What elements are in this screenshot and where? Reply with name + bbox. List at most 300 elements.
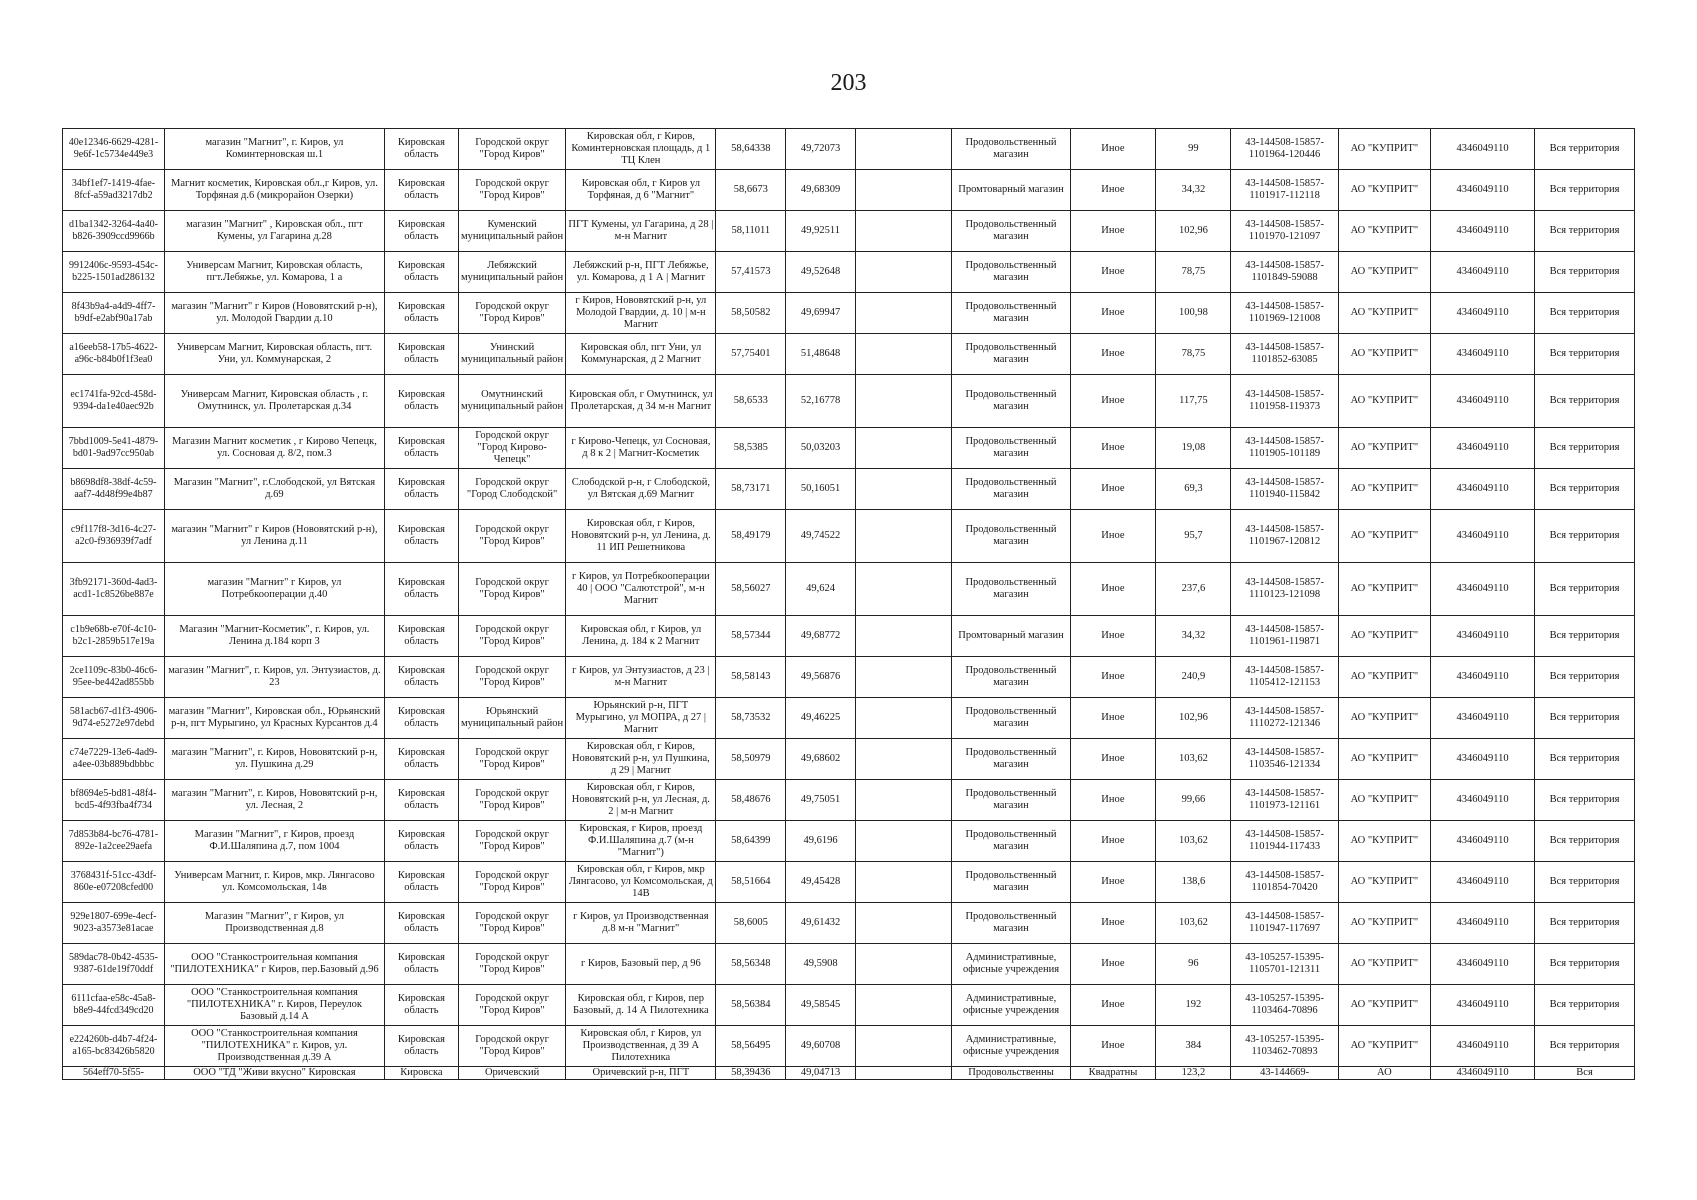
longitude-cell: 49,92511 (786, 211, 856, 252)
unit-cell: Иное (1070, 821, 1156, 862)
longitude-cell: 49,69947 (786, 293, 856, 334)
empty-cell (855, 334, 952, 375)
inn-cell: 4346049110 (1431, 334, 1535, 375)
object-name-cell: Магазин "Магнит", г Киров, проезд Ф.И.Шаляпина д.7, пом 1004 (164, 821, 384, 862)
object-id-cell: 2ce1109c-83b0-46c6-95ee-be442ad855bb (63, 657, 165, 698)
organization-cell: АО "КУПРИТ" (1338, 375, 1430, 428)
empty-cell (855, 616, 952, 657)
object-id-cell: 929e1807-699e-4ecf-9023-a3573e81acae (63, 903, 165, 944)
organization-cell: АО "КУПРИТ" (1338, 563, 1430, 616)
latitude-cell: 58,64399 (716, 821, 786, 862)
object-type-cell: Продовольственный магазин (952, 252, 1070, 293)
unit-cell: Иное (1070, 293, 1156, 334)
registry-code-cell: 43-144508-15857-1101969-121008 (1231, 293, 1338, 334)
district-cell: Городской округ "Город Киров" (458, 862, 565, 903)
inn-cell: 4346049110 (1431, 903, 1535, 944)
object-type-cell: Продовольственный магазин (952, 211, 1070, 252)
organization-cell: АО "КУПРИТ" (1338, 510, 1430, 563)
address-cell: г Киров, Нововятский р-н, ул Молодой Гвардии, д. 10 | м-н Магнит (566, 293, 716, 334)
table-row (63, 211, 1635, 252)
object-name-cell: магазин "Магнит" , Кировская обл., пгт Кумены, ул Гагарина д.28 (164, 211, 384, 252)
object-type-cell: Продовольственны (952, 1067, 1070, 1080)
registry-code-cell: 43-144508-15857-1101905-101189 (1231, 428, 1338, 469)
region-cell: Кировская область (384, 428, 458, 469)
latitude-cell: 58,6005 (716, 903, 786, 944)
object-type-cell: Продовольственный магазин (952, 469, 1070, 510)
registry-code-cell: 43-144669- (1231, 1067, 1338, 1080)
object-id-cell: 7bbd1009-5e41-4879-bd01-9ad97cc950ab (63, 428, 165, 469)
object-type-cell: Продовольственный магазин (952, 657, 1070, 698)
inn-cell: 4346049110 (1431, 252, 1535, 293)
latitude-cell: 58,56495 (716, 1026, 786, 1067)
latitude-cell: 58,39436 (716, 1067, 786, 1080)
address-cell: Кировская обл, г Киров, ул Производственная, д 39 А Пилотехника (566, 1026, 716, 1067)
area-cell: 99 (1156, 129, 1231, 170)
organization-cell: АО "КУПРИТ" (1338, 129, 1430, 170)
empty-cell (855, 170, 952, 211)
longitude-cell: 49,45428 (786, 862, 856, 903)
latitude-cell: 58,51664 (716, 862, 786, 903)
empty-cell (855, 428, 952, 469)
area-cell: 100,98 (1156, 293, 1231, 334)
region-cell: Кировская область (384, 903, 458, 944)
territory-cell: Вся территория (1535, 780, 1635, 821)
organization-cell: АО "КУПРИТ" (1338, 293, 1430, 334)
longitude-cell: 49,75051 (786, 780, 856, 821)
object-id-cell: 3fb92171-360d-4ad3-acd1-1c8526be887e (63, 563, 165, 616)
address-cell: ПГТ Кумены, ул Гагарина, д 28 | м-н Магнит (566, 211, 716, 252)
region-cell: Кировская область (384, 170, 458, 211)
organization-cell: АО "КУПРИТ" (1338, 334, 1430, 375)
area-cell: 99,66 (1156, 780, 1231, 821)
object-type-cell: Продовольственный магазин (952, 375, 1070, 428)
organization-cell: АО "КУПРИТ" (1338, 469, 1430, 510)
unit-cell: Иное (1070, 985, 1156, 1026)
longitude-cell: 49,60708 (786, 1026, 856, 1067)
latitude-cell: 58,50979 (716, 739, 786, 780)
latitude-cell: 58,56384 (716, 985, 786, 1026)
table-row (63, 510, 1635, 563)
latitude-cell: 58,58143 (716, 657, 786, 698)
empty-cell (855, 698, 952, 739)
district-cell: Омутнинский муниципальный район (458, 375, 565, 428)
object-type-cell: Продовольственный магазин (952, 563, 1070, 616)
registry-code-cell: 43-144508-15857-1101967-120812 (1231, 510, 1338, 563)
object-id-cell: 581acb67-d1f3-4906-9d74-e5272e97debd (63, 698, 165, 739)
object-type-cell: Административные, офисные учреждения (952, 1026, 1070, 1067)
empty-cell (855, 469, 952, 510)
longitude-cell: 49,5908 (786, 944, 856, 985)
registry-code-cell: 43-144508-15857-1101970-121097 (1231, 211, 1338, 252)
address-cell: Кировская обл, г Киров, Нововятский р-н, ул Ленина, д. 11 ИП Решетникова (566, 510, 716, 563)
unit-cell: Иное (1070, 698, 1156, 739)
region-cell: Кировская область (384, 657, 458, 698)
table-row (63, 469, 1635, 510)
region-cell: Кировская область (384, 375, 458, 428)
object-id-cell: 589dac78-0b42-4535-9387-61de19f70ddf (63, 944, 165, 985)
latitude-cell: 58,48676 (716, 780, 786, 821)
table-row (63, 903, 1635, 944)
latitude-cell: 57,41573 (716, 252, 786, 293)
object-id-cell: 3768431f-51cc-43df-860e-e07208cfed00 (63, 862, 165, 903)
organization-cell: АО "КУПРИТ" (1338, 1026, 1430, 1067)
object-id-cell: 40e12346-6629-4281-9e6f-1c5734e449e3 (63, 129, 165, 170)
object-id-cell: 564eff70-5f55- (63, 1067, 165, 1080)
area-cell: 34,32 (1156, 170, 1231, 211)
unit-cell: Иное (1070, 129, 1156, 170)
object-type-cell: Промтоварный магазин (952, 616, 1070, 657)
inn-cell: 4346049110 (1431, 616, 1535, 657)
object-name-cell: магазин "Магнит", г. Киров, ул Коминтерновская ш.1 (164, 129, 384, 170)
inn-cell: 4346049110 (1431, 375, 1535, 428)
empty-cell (855, 1026, 952, 1067)
territory-cell: Вся территория (1535, 293, 1635, 334)
district-cell: Городской округ "Город Киров" (458, 657, 565, 698)
table-row (63, 563, 1635, 616)
unit-cell: Иное (1070, 657, 1156, 698)
district-cell: Городской округ "Город Киров" (458, 780, 565, 821)
area-cell: 102,96 (1156, 698, 1231, 739)
object-type-cell: Промтоварный магазин (952, 170, 1070, 211)
object-type-cell: Продовольственный магазин (952, 903, 1070, 944)
region-cell: Кировская область (384, 944, 458, 985)
registry-body (63, 129, 1635, 1080)
table-row (63, 862, 1635, 903)
longitude-cell: 49,68772 (786, 616, 856, 657)
territory-cell: Вся территория (1535, 170, 1635, 211)
organization-cell: АО "КУПРИТ" (1338, 616, 1430, 657)
region-cell: Кировская область (384, 698, 458, 739)
territory-cell: Вся территория (1535, 428, 1635, 469)
longitude-cell: 51,48648 (786, 334, 856, 375)
object-type-cell: Продовольственный магазин (952, 510, 1070, 563)
inn-cell: 4346049110 (1431, 129, 1535, 170)
table-row (63, 428, 1635, 469)
empty-cell (855, 821, 952, 862)
territory-cell: Вся территория (1535, 563, 1635, 616)
registry-code-cell: 43-144508-15857-1103546-121334 (1231, 739, 1338, 780)
empty-cell (855, 563, 952, 616)
table-row (63, 698, 1635, 739)
registry-code-cell: 43-144508-15857-1101964-120446 (1231, 129, 1338, 170)
organization-cell: АО "КУПРИТ" (1338, 985, 1430, 1026)
region-cell: Кировская область (384, 563, 458, 616)
table-row (63, 657, 1635, 698)
table-row (63, 129, 1635, 170)
region-cell: Кировская область (384, 821, 458, 862)
latitude-cell: 58,56348 (716, 944, 786, 985)
inn-cell: 4346049110 (1431, 469, 1535, 510)
region-cell: Кировская область (384, 510, 458, 563)
registry-code-cell: 43-144508-15857-1101917-112118 (1231, 170, 1338, 211)
empty-cell (855, 985, 952, 1026)
object-name-cell: магазин "Магнит" г Киров, ул Потребкооперации д.40 (164, 563, 384, 616)
organization-cell: АО "КУПРИТ" (1338, 862, 1430, 903)
territory-cell: Вся территория (1535, 739, 1635, 780)
object-type-cell: Продовольственный магазин (952, 129, 1070, 170)
object-type-cell: Продовольственный магазин (952, 293, 1070, 334)
district-cell: Городской округ "Город Кирово-Чепецк" (458, 428, 565, 469)
area-cell: 384 (1156, 1026, 1231, 1067)
unit-cell: Иное (1070, 469, 1156, 510)
object-type-cell: Продовольственный магазин (952, 428, 1070, 469)
registry-code-cell: 43-144508-15857-1101849-59088 (1231, 252, 1338, 293)
unit-cell: Квадратны (1070, 1067, 1156, 1080)
territory-cell: Вся территория (1535, 944, 1635, 985)
latitude-cell: 58,50582 (716, 293, 786, 334)
longitude-cell: 50,16051 (786, 469, 856, 510)
object-type-cell: Продовольственный магазин (952, 334, 1070, 375)
area-cell: 34,32 (1156, 616, 1231, 657)
longitude-cell: 49,624 (786, 563, 856, 616)
latitude-cell: 58,57344 (716, 616, 786, 657)
object-name-cell: Магазин "Магнит", г Киров, ул Производственная д.8 (164, 903, 384, 944)
longitude-cell: 49,04713 (786, 1067, 856, 1080)
inn-cell: 4346049110 (1431, 293, 1535, 334)
area-cell: 19,08 (1156, 428, 1231, 469)
organization-cell: АО "КУПРИТ" (1338, 657, 1430, 698)
object-id-cell: b8698df8-38df-4c59-aaf7-4d48f99e4b87 (63, 469, 165, 510)
object-id-cell: 8f43b9a4-a4d9-4ff7-b9df-e2abf90a17ab (63, 293, 165, 334)
area-cell: 69,3 (1156, 469, 1231, 510)
region-cell: Кировская область (384, 739, 458, 780)
longitude-cell: 49,68309 (786, 170, 856, 211)
object-name-cell: Магазин "Магнит", г.Слободской, ул Вятская д.69 (164, 469, 384, 510)
page-number: 203 (830, 70, 867, 96)
object-id-cell: e224260b-d4b7-4f24-a165-bc83426b5820 (63, 1026, 165, 1067)
region-cell: Кировская область (384, 293, 458, 334)
table-row (63, 1026, 1635, 1067)
object-name-cell: магазин "Магнит" г Киров (Нововятский р-н), ул Ленина д.11 (164, 510, 384, 563)
district-cell: Городской округ "Город Киров" (458, 170, 565, 211)
address-cell: Лебяжский р-н, ПГТ Лебяжье, ул. Комарова, д 1 А | Магнит (566, 252, 716, 293)
district-cell: Городской округ "Город Киров" (458, 944, 565, 985)
registry-code-cell: 43-105257-15395-1105701-121311 (1231, 944, 1338, 985)
district-cell: Городской округ "Город Киров" (458, 1026, 565, 1067)
area-cell: 103,62 (1156, 821, 1231, 862)
empty-cell (855, 293, 952, 334)
area-cell: 240,9 (1156, 657, 1231, 698)
organization-cell: АО "КУПРИТ" (1338, 903, 1430, 944)
organization-cell: АО "КУПРИТ" (1338, 821, 1430, 862)
territory-cell: Вся территория (1535, 510, 1635, 563)
registry-code-cell: 43-144508-15857-1101961-119871 (1231, 616, 1338, 657)
inn-cell: 4346049110 (1431, 739, 1535, 780)
latitude-cell: 58,73532 (716, 698, 786, 739)
object-type-cell: Продовольственный магазин (952, 698, 1070, 739)
empty-cell (855, 129, 952, 170)
registry-table (62, 128, 1635, 1080)
address-cell: Кировская, г Киров, проезд Ф.И.Шаляпина д.7 (м-н "Магнит") (566, 821, 716, 862)
inn-cell: 4346049110 (1431, 657, 1535, 698)
district-cell: Лебяжский муниципальный район (458, 252, 565, 293)
registry-code-cell: 43-105257-15395-1103464-70896 (1231, 985, 1338, 1026)
district-cell: Городской округ "Город Киров" (458, 129, 565, 170)
object-name-cell: Магазин "Магнит-Косметик", г. Киров, ул. Ленина д.184 корп 3 (164, 616, 384, 657)
empty-cell (855, 657, 952, 698)
object-name-cell: магазин "Магнит", г. Киров, ул. Энтузиастов, д. 23 (164, 657, 384, 698)
territory-cell: Вся территория (1535, 375, 1635, 428)
object-type-cell: Продовольственный магазин (952, 862, 1070, 903)
registry-code-cell: 43-144508-15857-1101854-70420 (1231, 862, 1338, 903)
area-cell: 117,75 (1156, 375, 1231, 428)
registry-code-cell: 43-144508-15857-1110123-121098 (1231, 563, 1338, 616)
object-id-cell: 9912406c-9593-454c-b225-1501ad286132 (63, 252, 165, 293)
address-cell: г Кирово-Чепецк, ул Сосновая, д 8 к 2 | Магнит-Косметик (566, 428, 716, 469)
unit-cell: Иное (1070, 510, 1156, 563)
object-name-cell: Универсам Магнит, Кировская область, пгт.Лебяжье, ул. Комарова, 1 а (164, 252, 384, 293)
region-cell: Кировская область (384, 985, 458, 1026)
object-name-cell: магазин "Магнит", г. Киров, Нововятский р-н, ул. Пушкина д.29 (164, 739, 384, 780)
territory-cell: Вся территория (1535, 211, 1635, 252)
table-row (63, 334, 1635, 375)
object-id-cell: 7d853b84-bc76-4781-892e-1a2cee29aefa (63, 821, 165, 862)
empty-cell (855, 780, 952, 821)
territory-cell: Вся территория (1535, 616, 1635, 657)
territory-cell: Вся территория (1535, 862, 1635, 903)
address-cell: г Киров, Базовый пер, д 96 (566, 944, 716, 985)
district-cell: Городской округ "Город Слободской" (458, 469, 565, 510)
unit-cell: Иное (1070, 903, 1156, 944)
table-row (63, 170, 1635, 211)
registry-code-cell: 43-144508-15857-1110272-121346 (1231, 698, 1338, 739)
latitude-cell: 58,6533 (716, 375, 786, 428)
organization-cell: АО "КУПРИТ" (1338, 170, 1430, 211)
address-cell: Кировская обл, г Киров, пер Базовый, д. 14 А Пилотехника (566, 985, 716, 1026)
longitude-cell: 49,6196 (786, 821, 856, 862)
region-cell: Кировская область (384, 616, 458, 657)
longitude-cell: 49,56876 (786, 657, 856, 698)
table-row (63, 944, 1635, 985)
region-cell: Кировская область (384, 129, 458, 170)
inn-cell: 4346049110 (1431, 428, 1535, 469)
table-row (63, 821, 1635, 862)
empty-cell (855, 252, 952, 293)
unit-cell: Иное (1070, 428, 1156, 469)
address-cell: Кировская обл, г Омутнинск, ул Пролетарская, д 34 м-н Магнит (566, 375, 716, 428)
area-cell: 78,75 (1156, 252, 1231, 293)
object-id-cell: bf8694e5-bd81-48f4-bcd5-4f93fba4f734 (63, 780, 165, 821)
inn-cell: 4346049110 (1431, 821, 1535, 862)
longitude-cell: 49,46225 (786, 698, 856, 739)
longitude-cell: 49,58545 (786, 985, 856, 1026)
object-type-cell: Продовольственный магазин (952, 821, 1070, 862)
table-row (63, 616, 1635, 657)
address-cell: Кировская обл, г Киров, Нововятский р-н, ул Пушкина, д 29 | Магнит (566, 739, 716, 780)
longitude-cell: 49,68602 (786, 739, 856, 780)
object-id-cell: d1ba1342-3264-4a40-b826-3909ccd9966b (63, 211, 165, 252)
address-cell: Кировская обл, г Киров, ул Ленина, д. 184 к 2 Магнит (566, 616, 716, 657)
registry-code-cell: 43-105257-15395-1103462-70893 (1231, 1026, 1338, 1067)
object-name-cell: Универсам Магнит, г. Киров, мкр. Лянгасово ул. Комсомольская, 14в (164, 862, 384, 903)
empty-cell (855, 1067, 952, 1080)
territory-cell: Вся территория (1535, 821, 1635, 862)
table-row-partial (63, 1067, 1635, 1080)
registry-code-cell: 43-144508-15857-1101958-119373 (1231, 375, 1338, 428)
empty-cell (855, 211, 952, 252)
latitude-cell: 58,64338 (716, 129, 786, 170)
object-id-cell: c74e7229-13e6-4ad9-a4ee-03b889bdbbbc (63, 739, 165, 780)
inn-cell: 4346049110 (1431, 563, 1535, 616)
table-row (63, 985, 1635, 1026)
latitude-cell: 58,11011 (716, 211, 786, 252)
organization-cell: АО "КУПРИТ" (1338, 698, 1430, 739)
registry-code-cell: 43-144508-15857-1101944-117433 (1231, 821, 1338, 862)
unit-cell: Иное (1070, 780, 1156, 821)
unit-cell: Иное (1070, 944, 1156, 985)
address-cell: г Киров, ул Производственная д.8 м-н "Магнит" (566, 903, 716, 944)
unit-cell: Иное (1070, 211, 1156, 252)
organization-cell: АО "КУПРИТ" (1338, 739, 1430, 780)
latitude-cell: 58,73171 (716, 469, 786, 510)
region-cell: Кировска (384, 1067, 458, 1080)
district-cell: Городской округ "Город Киров" (458, 739, 565, 780)
address-cell: Кировская обл, г Киров ул Торфяная, д 6 "Магнит" (566, 170, 716, 211)
inn-cell: 4346049110 (1431, 211, 1535, 252)
area-cell: 78,75 (1156, 334, 1231, 375)
address-cell: Кировская обл, г Киров, Нововятский р-н, ул Лесная, д. 2 | м-н Магнит (566, 780, 716, 821)
territory-cell: Вся территория (1535, 469, 1635, 510)
inn-cell: 4346049110 (1431, 862, 1535, 903)
empty-cell (855, 903, 952, 944)
inn-cell: 4346049110 (1431, 985, 1535, 1026)
object-id-cell: ec1741fa-92cd-458d-9394-da1e40aec92b (63, 375, 165, 428)
organization-cell: АО (1338, 1067, 1430, 1080)
district-cell: Унинский муниципальный район (458, 334, 565, 375)
district-cell: Оричевский (458, 1067, 565, 1080)
region-cell: Кировская область (384, 334, 458, 375)
region-cell: Кировская область (384, 211, 458, 252)
organization-cell: АО "КУПРИТ" (1338, 252, 1430, 293)
area-cell: 96 (1156, 944, 1231, 985)
territory-cell: Вся (1535, 1067, 1635, 1080)
unit-cell: Иное (1070, 1026, 1156, 1067)
longitude-cell: 49,74522 (786, 510, 856, 563)
object-type-cell: Продовольственный магазин (952, 739, 1070, 780)
table-row (63, 293, 1635, 334)
region-cell: Кировская область (384, 780, 458, 821)
latitude-cell: 58,5385 (716, 428, 786, 469)
table-row (63, 375, 1635, 428)
area-cell: 102,96 (1156, 211, 1231, 252)
address-cell: Оричевский р-н, ПГТ (566, 1067, 716, 1080)
registry-code-cell: 43-144508-15857-1101940-115842 (1231, 469, 1338, 510)
registry-code-cell: 43-144508-15857-1101947-117697 (1231, 903, 1338, 944)
area-cell: 95,7 (1156, 510, 1231, 563)
inn-cell: 4346049110 (1431, 510, 1535, 563)
address-cell: г Киров, ул Энтузиастов, д 23 | м-н Магнит (566, 657, 716, 698)
unit-cell: Иное (1070, 375, 1156, 428)
object-name-cell: Универсам Магнит, Кировская область , г. Омутнинск, ул. Пролетарская д.34 (164, 375, 384, 428)
empty-cell (855, 375, 952, 428)
organization-cell: АО "КУПРИТ" (1338, 428, 1430, 469)
object-type-cell: Продовольственный магазин (952, 780, 1070, 821)
territory-cell: Вся территория (1535, 1026, 1635, 1067)
district-cell: Городской округ "Город Киров" (458, 985, 565, 1026)
address-cell: Слободской р-н, г Слободской, ул Вятская д.69 Магнит (566, 469, 716, 510)
region-cell: Кировская область (384, 252, 458, 293)
latitude-cell: 57,75401 (716, 334, 786, 375)
empty-cell (855, 944, 952, 985)
empty-cell (855, 739, 952, 780)
inn-cell: 4346049110 (1431, 170, 1535, 211)
inn-cell: 4346049110 (1431, 698, 1535, 739)
latitude-cell: 58,6673 (716, 170, 786, 211)
longitude-cell: 50,03203 (786, 428, 856, 469)
district-cell: Городской округ "Город Киров" (458, 616, 565, 657)
object-name-cell: Магазин Магнит косметик , г Кирово Чепецк, ул. Сосновая д. 8/2, пом.3 (164, 428, 384, 469)
latitude-cell: 58,49179 (716, 510, 786, 563)
